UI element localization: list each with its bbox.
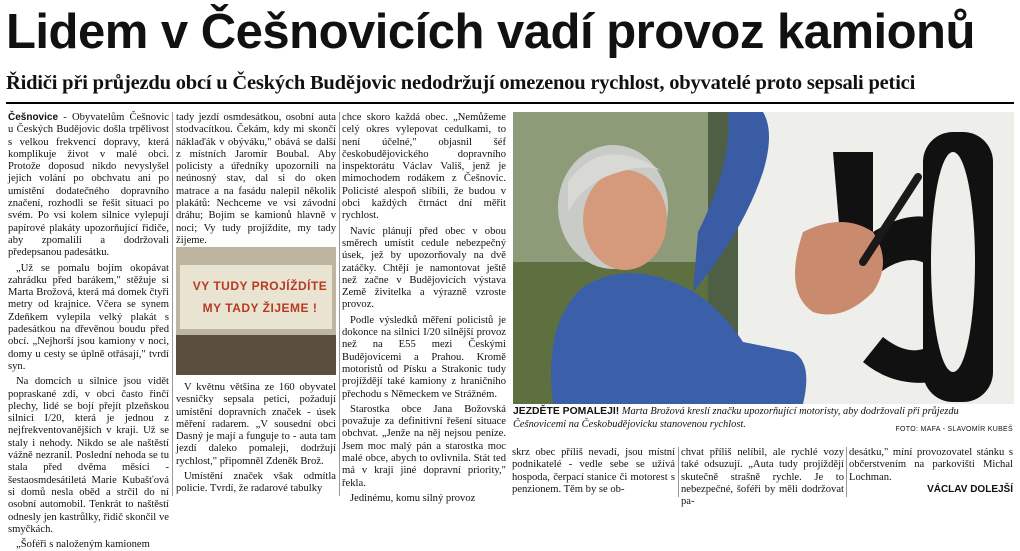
banner-line-2: MY TADY ŽIJEME ! [202,301,318,315]
paragraph: Umístění značek však odmítla policie. Tvrdí, že radarové tabulky [176,471,336,495]
dateline: Češnovice [8,112,59,123]
article-column-6 [849,447,1013,481]
banner-photo [176,247,336,375]
paragraph: desátku," míní provozovatel stánku s občerstvením na parkovišti Michal Lochman. [849,447,1013,483]
paragraph: Navíc plánují před obec v obou směrech umístit cedule nebezpečný úsek, jež by upozorňovaly na dvě zatáčky. Chtějí je namontovat ještě než začne v Budějovicích výstava Země živitelka a výrazně vzroste provoz. [342,225,506,311]
article-column-2b [176,382,336,496]
article-column-2 [176,112,336,246]
paragraph: V květnu většina ze 160 obyvatel vesničky sepsala petici, požadují umístění dopravních značek - úsek měření radarem. „V sousední obci Dasný je mají a funguje to - auta tam jezdí daleko pomaleji, dodržují rychlost," připomněl Zdeněk Brož. [176,382,336,467]
article-column-1 [8,112,169,551]
paragraph: „Šoféři s naloženým kamionem [16,539,150,551]
paragraph [8,112,169,260]
caption-label: JEZDĚTE POMALEJI! [513,406,620,417]
paragraph: chvat příliš nelíbil, ale rychlé vozy také odsuzují. „Auta tudy projíždějí skutečně strašně rychle. Je to nebezpečné, šoféři by měli dodržovat pa- [681,447,844,508]
header-rule [6,102,1014,104]
author-signature: VÁCLAV DOLEJŠÍ [927,484,1013,495]
column-divider [678,447,679,497]
caption-text: Marta Brožová kreslí značku upozorňující motoristy, aby dodržovali při průjezdu Češnovicemi na Českobudějovicku stanovenou rychlost. [513,406,959,430]
paragraph: „Už se pomalu bojím okopávat zahrádku před barákem," stěžuje si Marta Brožová, která má domek čtyři metry od krajnice. Včera se synem Zdeňkem vylepila velký plakát s padesátkou na dřevěnou boudu před obcí. „Nejhorší jsou kamiony v noci, domy u cesty se úplně otřásají," tvrdí syn. [8,262,169,372]
paragraph: chce skoro každá obec. „Nemůžeme celý okres vylepovat cedulkami, to není účelné," objasnil šéf českobudějovického dopravního inspektorátu Václav Vališ, jenž je mimochodem rodákem z Češnovic. Policisté alespoň slíbili, že budou v obci každých čtrnáct dní měřit rychlost. [342,112,506,222]
paragraph: tady jezdí osmdesátkou, osobní auta stodvacítkou. Čekám, kdy mi skončí náklaďák v obýváku," obává se další z místních Jaromír Boubal. Aby policisty a úředníky upozornili na neúnosný stav, dal si do oken matrace a na fasádu nalepil několik plakátů: Nechceme ve vsi závodní dráhu; Bojím se kamionů hlavně v noci; Vy tudy projíždíte, my tady žijeme. [176,112,336,246]
banner-line-1: VY TUDY PROJÍŽDÍTE [192,279,328,293]
paragraph: Starostka obce Jana Božovská považuje za definitivní řešení situace obchvat. „Jenže na něj nejsou peníze. Jsem moc malý pán a starostka moc malé obce, abych to ovlivnila. Stát ted má v kraji jiné dopravní priority," řekla. [342,403,506,489]
photo-ground [176,335,336,375]
article-column-5 [681,447,844,508]
column-divider [172,112,173,496]
paragraph: skrz obec příliš nevadí, jsou místní podnikatelé - vedle sebe se užívá hospoda, čerpací stanice či motorest s penzionem. Těm by se ob- [512,447,675,495]
headline: Lidem v Češnovicích vadí provoz kamionů [6,5,975,59]
woman-painting-sign-illustration [513,112,1014,404]
paragraph: Podle výsledků měření policistů je dokonce na silnici I/20 silnější provoz než na E55 mezi Českými Budějovicemi a Prahou. Kromě motoristů od Písku a Strakonic tudy projíždějí také kamiony z hraničního přechodu s Německem ve Strážném. [342,314,506,400]
paragraph: Jedinému, komu silný provoz [350,492,476,504]
photo-credit: FOTO: MAFA - SLAVOMÍR KUBEŠ [895,426,1013,433]
article-column-4 [512,447,675,497]
paragraph: Na domcích u silnice jsou vidět popraskané zdi, v obci často řinčí plechy, lidé se bojí přejít plzeňskou silnici I/20, která je jednou z nejfrekventovanějších v kraji. Už se staly i nehody. Nikdo se ale naštěstí vážně nezranil. Poslední nehoda se tu stala před dvěma měsíci - šestaosmdesátiletá Marie Kubašťová si domů nesla oběd a strčil do ní osobní automobil. Tenkrát to naštěstí odnesly jen kastrůlky, řidič skončil ve smyčkách. [8,376,169,535]
column-divider [339,112,340,496]
column-divider [846,447,847,497]
protest-banner [180,265,332,329]
article-column-3 [342,112,506,504]
main-photo [513,112,1014,404]
subheadline: Řidiči při průjezdu obcí u Českých Budějovic nedodržují omezenou rychlost, obyvatelé proto sepsali petici [6,72,916,94]
paragraph-text: - Obyvatelům Češnovic u Českých Budějovic došla trpělivost s velkou frekvencí dopravy, která komplikuje život v malé obci. Protože doposud nikdo nevyslyšel jejich volání po obchvatu ani po umístění dodatečného dopravního značení, rozhodli se řešit situaci po svém. Po vsi kolem silnice vylepují papírové plakáty upozorňující řidiče, aby zpomalili a dodržovali předepsanou padesátku. [8,112,169,259]
